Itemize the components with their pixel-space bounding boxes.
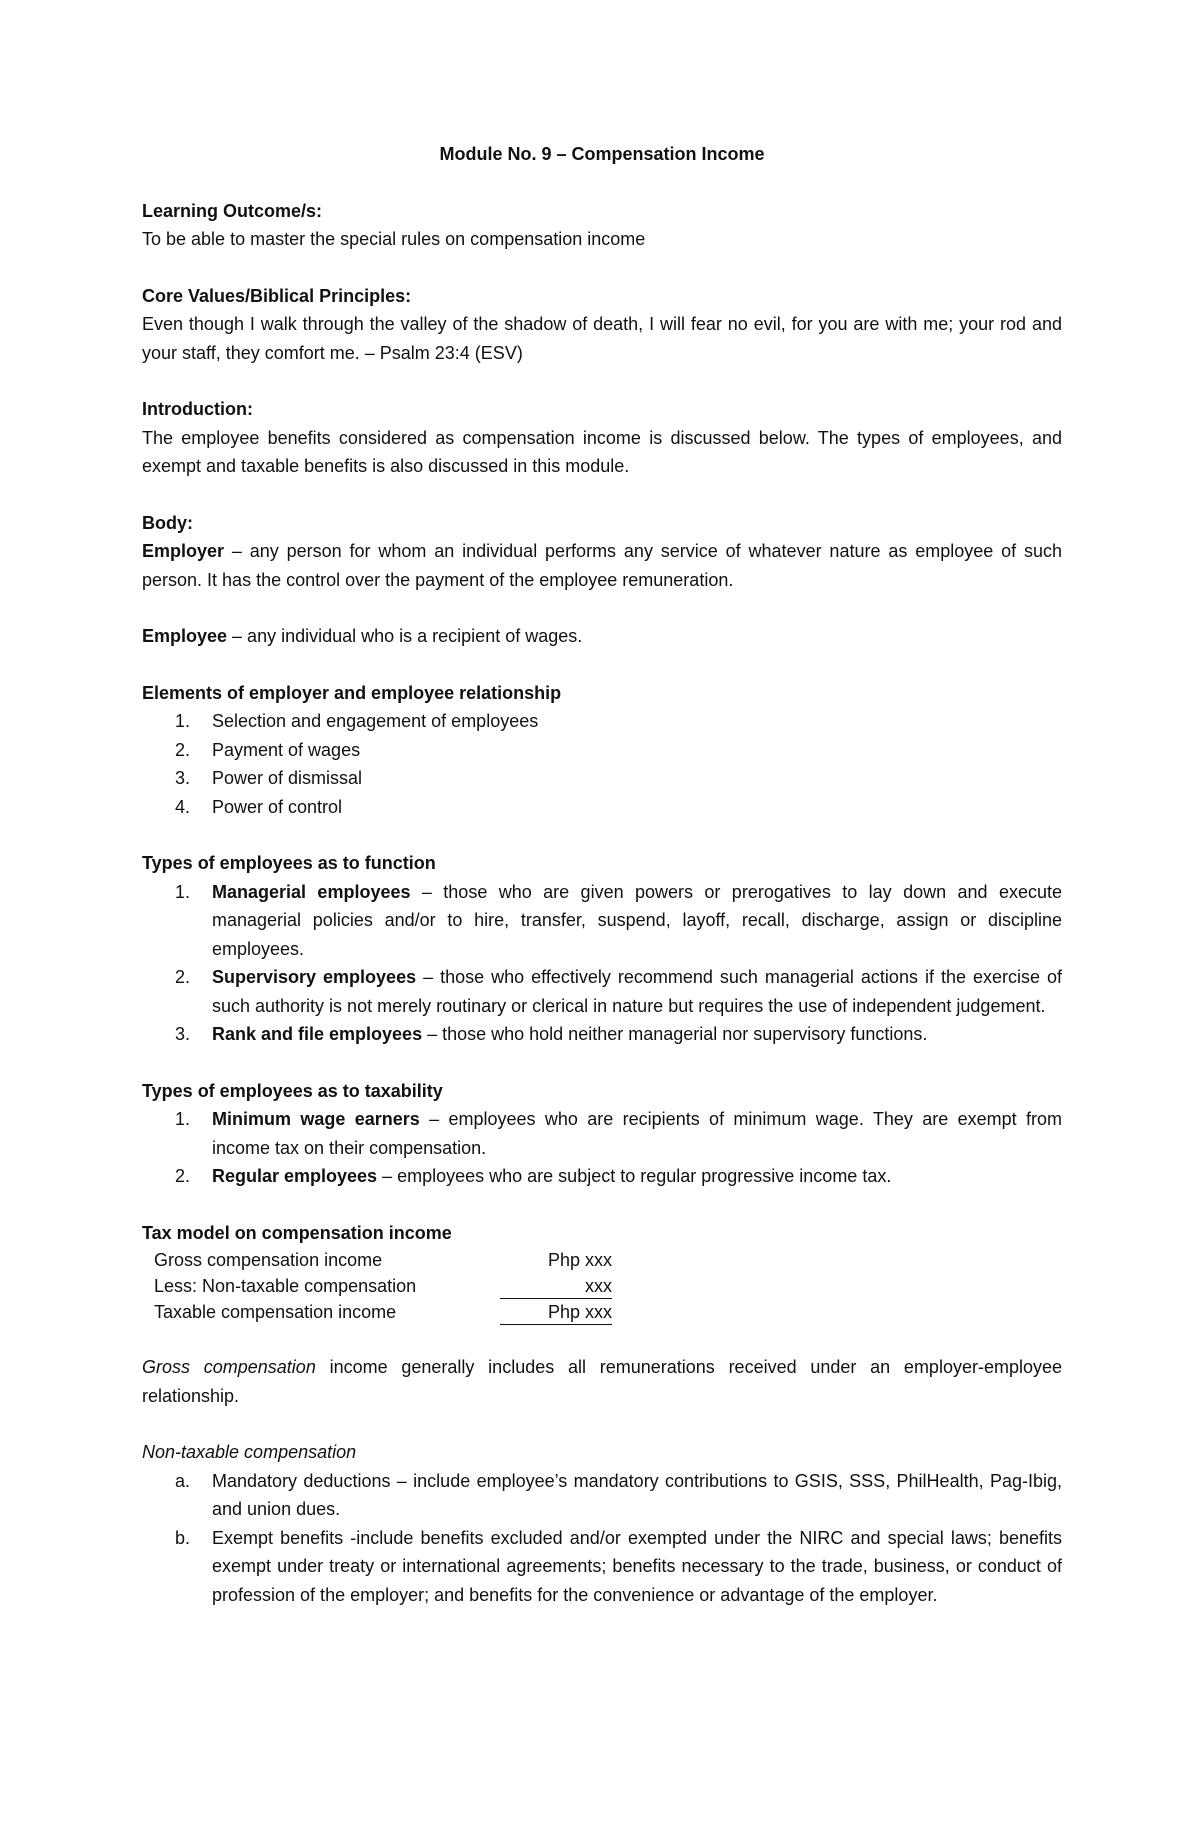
tax-model-table (154, 1247, 1062, 1325)
non-taxable-list (142, 1467, 1062, 1610)
list-item-term: Rank and file employees (212, 1024, 423, 1044)
list-item (142, 736, 1062, 765)
employee-definition (142, 622, 1062, 651)
table-row (154, 1247, 1062, 1273)
list-item (142, 1524, 1062, 1610)
list-item (142, 878, 1062, 964)
types-taxability-list (142, 1105, 1062, 1191)
list-item (142, 1020, 1062, 1049)
introduction-heading: Introduction: (142, 399, 253, 419)
employer-definition (142, 537, 1062, 594)
list-item (142, 793, 1062, 822)
learning-outcome-text: To be able to master the special rules on compensation income (142, 229, 646, 249)
learning-outcome-section (142, 197, 1062, 254)
list-number: 3. (175, 768, 191, 788)
tax-row-amount: Php xxx (500, 1299, 612, 1325)
list-item-term: Supervisory employees (212, 967, 417, 987)
employee-term: Employee (142, 626, 228, 646)
gross-compensation-text (142, 1353, 1062, 1410)
list-item-text: Mandatory deductions – include employee’s mandatory contributions to GSIS, SSS, PhilHealth, Pag-Ibig, and union dues. (212, 1470, 1062, 1519)
list-number: 4. (175, 796, 191, 817)
list-item-text: – those who effectively recommend such managerial actions if the exercise of such authority is not merely routinary or clerical in nature but requires the use of independent judgement. (212, 967, 1062, 1016)
core-values-text: Even though I walk through the valley of the shadow of death, I will fear no evil, for you are with me; your rod and your staff, they comfort me. – Psalm 23:4 (ESV) (142, 314, 1062, 363)
tax-model-heading: Tax model on compensation income (142, 1222, 452, 1243)
list-item-text: – employees who are subject to regular progressive income tax. (377, 1166, 892, 1186)
employee-text: – any individual who is a recipient of wages. (227, 626, 583, 646)
list-letter: b. (175, 1527, 191, 1548)
list-item-text: – those who hold neither managerial nor supervisory functions. (422, 1024, 928, 1044)
introduction-text: The employee benefits considered as compensation income is discussed below. The types of employees, and exempt and taxable benefits is also discussed in this module. (142, 427, 1062, 476)
list-item (142, 963, 1062, 1020)
elements-heading: Elements of employer and employee relationship (142, 682, 562, 703)
list-item-term: Minimum wage earners (212, 1109, 420, 1129)
list-item-text: Exempt benefits -include benefits excluded and/or exempted under the NIRC and special laws; benefits exempt under treaty or international agreements; benefits necessary to the trade, business, or conduct of profession of the employer; and benefits for the convenience or advantage of the employer. (212, 1527, 1062, 1605)
types-taxability-heading: Types of employees as to taxability (142, 1080, 443, 1101)
non-taxable-heading: Non-taxable compensation (142, 1442, 357, 1462)
tax-row-label: Gross compensation income (154, 1250, 383, 1270)
page-title: Module No. 9 – Compensation Income (439, 144, 765, 164)
introduction-section (142, 395, 1062, 481)
body-section (142, 509, 1062, 595)
list-number: 1. (175, 1109, 191, 1129)
list-letter: a. (175, 1470, 191, 1491)
list-item (142, 707, 1062, 736)
list-item-text: Power of dismissal (212, 768, 363, 788)
employer-term: Employer (142, 541, 225, 561)
gross-compensation-section (142, 1353, 1062, 1410)
list-item (142, 1162, 1062, 1191)
tax-row-label: Taxable compensation income (154, 1302, 397, 1322)
types-function-list (142, 878, 1062, 1049)
list-item-text: Selection and engagement of employees (212, 711, 539, 731)
learning-outcome-heading: Learning Outcome/s: (142, 200, 323, 221)
list-item (142, 764, 1062, 793)
elements-list (142, 707, 1062, 821)
types-function-heading: Types of employees as to function (142, 853, 436, 873)
list-number: 2. (175, 739, 191, 760)
employer-text: – any person for whom an individual performs any service of whatever nature as employee of such person. It has the control over the payment of the employee remuneration. (142, 541, 1062, 590)
list-number: 1. (175, 711, 191, 731)
list-item-text: Power of control (212, 796, 343, 817)
body-heading: Body: (142, 512, 193, 533)
tax-row-label: Less: Non-taxable compensation (154, 1276, 417, 1296)
tax-row-amount: Php xxx (547, 1250, 612, 1270)
non-taxable-section (142, 1438, 1062, 1609)
types-taxability-section (142, 1077, 1062, 1191)
list-number: 1. (175, 881, 191, 902)
list-number: 2. (175, 1166, 191, 1186)
types-function-section (142, 849, 1062, 1049)
list-item (142, 1105, 1062, 1162)
tax-row-amount: xxx (500, 1273, 612, 1299)
list-number: 3. (175, 1024, 191, 1044)
list-item-text: – employees who are recipients of minimum wage. They are exempt from income tax on their compensation. (212, 1109, 1062, 1158)
list-item-text: Payment of wages (212, 739, 361, 760)
elements-section (142, 679, 1062, 822)
list-item-term: Managerial employees (212, 881, 411, 902)
gross-compensation-desc: income generally includes all remunerations received under an employer-employee relationship. (142, 1357, 1063, 1406)
gross-compensation-term: Gross compensation (142, 1357, 316, 1377)
employee-definition-section (142, 622, 1062, 651)
core-values-section (142, 282, 1062, 368)
list-item (142, 1467, 1062, 1524)
core-values-heading: Core Values/Biblical Principles: (142, 285, 412, 306)
table-row (154, 1299, 1062, 1325)
table-row (154, 1273, 1062, 1299)
tax-model-section (142, 1219, 1062, 1326)
list-number: 2. (175, 967, 191, 987)
list-item-term: Regular employees (212, 1166, 378, 1186)
list-item-text: – those who are given powers or prerogatives to lay down and execute managerial policies and/or to hire, transfer, suspend, layoff, recall, discharge, assign or discipline employees. (212, 881, 1062, 959)
